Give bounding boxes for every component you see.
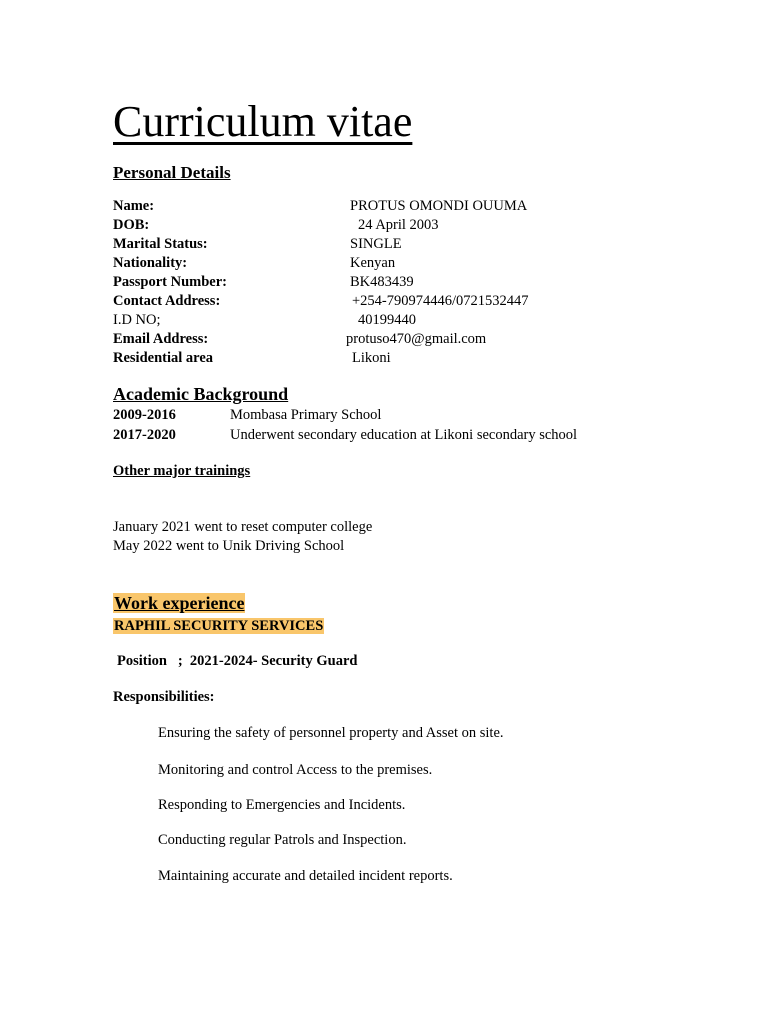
training-item-1: January 2021 went to reset computer college bbox=[113, 519, 373, 535]
document-title: Curriculum vitae bbox=[113, 97, 413, 146]
academic-background-heading: Academic Background bbox=[113, 384, 289, 404]
training-item-2: May 2022 went to Unik Driving School bbox=[113, 538, 345, 554]
marital-status-value: SINGLE bbox=[350, 236, 402, 252]
marital-status-label: Marital Status: bbox=[113, 236, 208, 252]
other-trainings-heading: Other major trainings bbox=[113, 463, 251, 479]
passport-number-value: BK483439 bbox=[350, 274, 414, 290]
dob-value: 24 April 2003 bbox=[358, 217, 439, 233]
personal-details-heading: Personal Details bbox=[113, 163, 231, 182]
responsibility-item-3: Responding to Emergencies and Incidents. bbox=[158, 797, 406, 813]
company-name bbox=[113, 618, 324, 635]
position-line: Position ; 2021-2024- Security Guard bbox=[117, 653, 358, 669]
responsibility-item-1: Ensuring the safety of personnel property and Asset on site. bbox=[158, 725, 504, 741]
nationality-label bbox=[113, 254, 187, 273]
residential-area-label: Residential area bbox=[113, 350, 214, 366]
nationality-value: Kenyan bbox=[350, 255, 396, 271]
passport-number-label: Passport Number: bbox=[113, 274, 227, 290]
id-number-label: I.D NO; bbox=[113, 312, 161, 328]
email-address-label: Email Address: bbox=[113, 331, 209, 347]
academic-years-2: 2017-2020 bbox=[113, 427, 176, 443]
residential-area-value: Likoni bbox=[352, 350, 391, 366]
work-experience-heading-text: Work experience bbox=[114, 593, 245, 613]
email-address-value: protuso470@gmail.com bbox=[346, 331, 487, 347]
id-number-value: 40199440 bbox=[358, 312, 416, 328]
responsibility-item-2: Monitoring and control Access to the premises. bbox=[158, 762, 433, 778]
responsibilities-heading: Responsibilities: bbox=[113, 689, 215, 705]
nationality-label-text: Nationality: bbox=[113, 255, 188, 271]
company-name-text: RAPHIL SECURITY SERVICES bbox=[114, 618, 324, 634]
dob-label: DOB: bbox=[113, 217, 150, 233]
name-label: Name: bbox=[113, 198, 155, 214]
name-value: PROTUS OMONDI OUUMA bbox=[350, 198, 528, 214]
academic-text-1: Mombasa Primary School bbox=[230, 407, 382, 423]
responsibility-item-5: Maintaining accurate and detailed incident reports. bbox=[158, 868, 453, 884]
responsibility-item-4: Conducting regular Patrols and Inspection. bbox=[158, 832, 407, 848]
academic-years-1: 2009-2016 bbox=[113, 407, 176, 423]
work-experience-heading bbox=[113, 593, 245, 614]
academic-text-2: Underwent secondary education at Likoni secondary school bbox=[230, 427, 578, 443]
contact-address-label: Contact Address: bbox=[113, 293, 221, 309]
contact-address-value: +254-790974446/0721532447 bbox=[352, 293, 529, 309]
